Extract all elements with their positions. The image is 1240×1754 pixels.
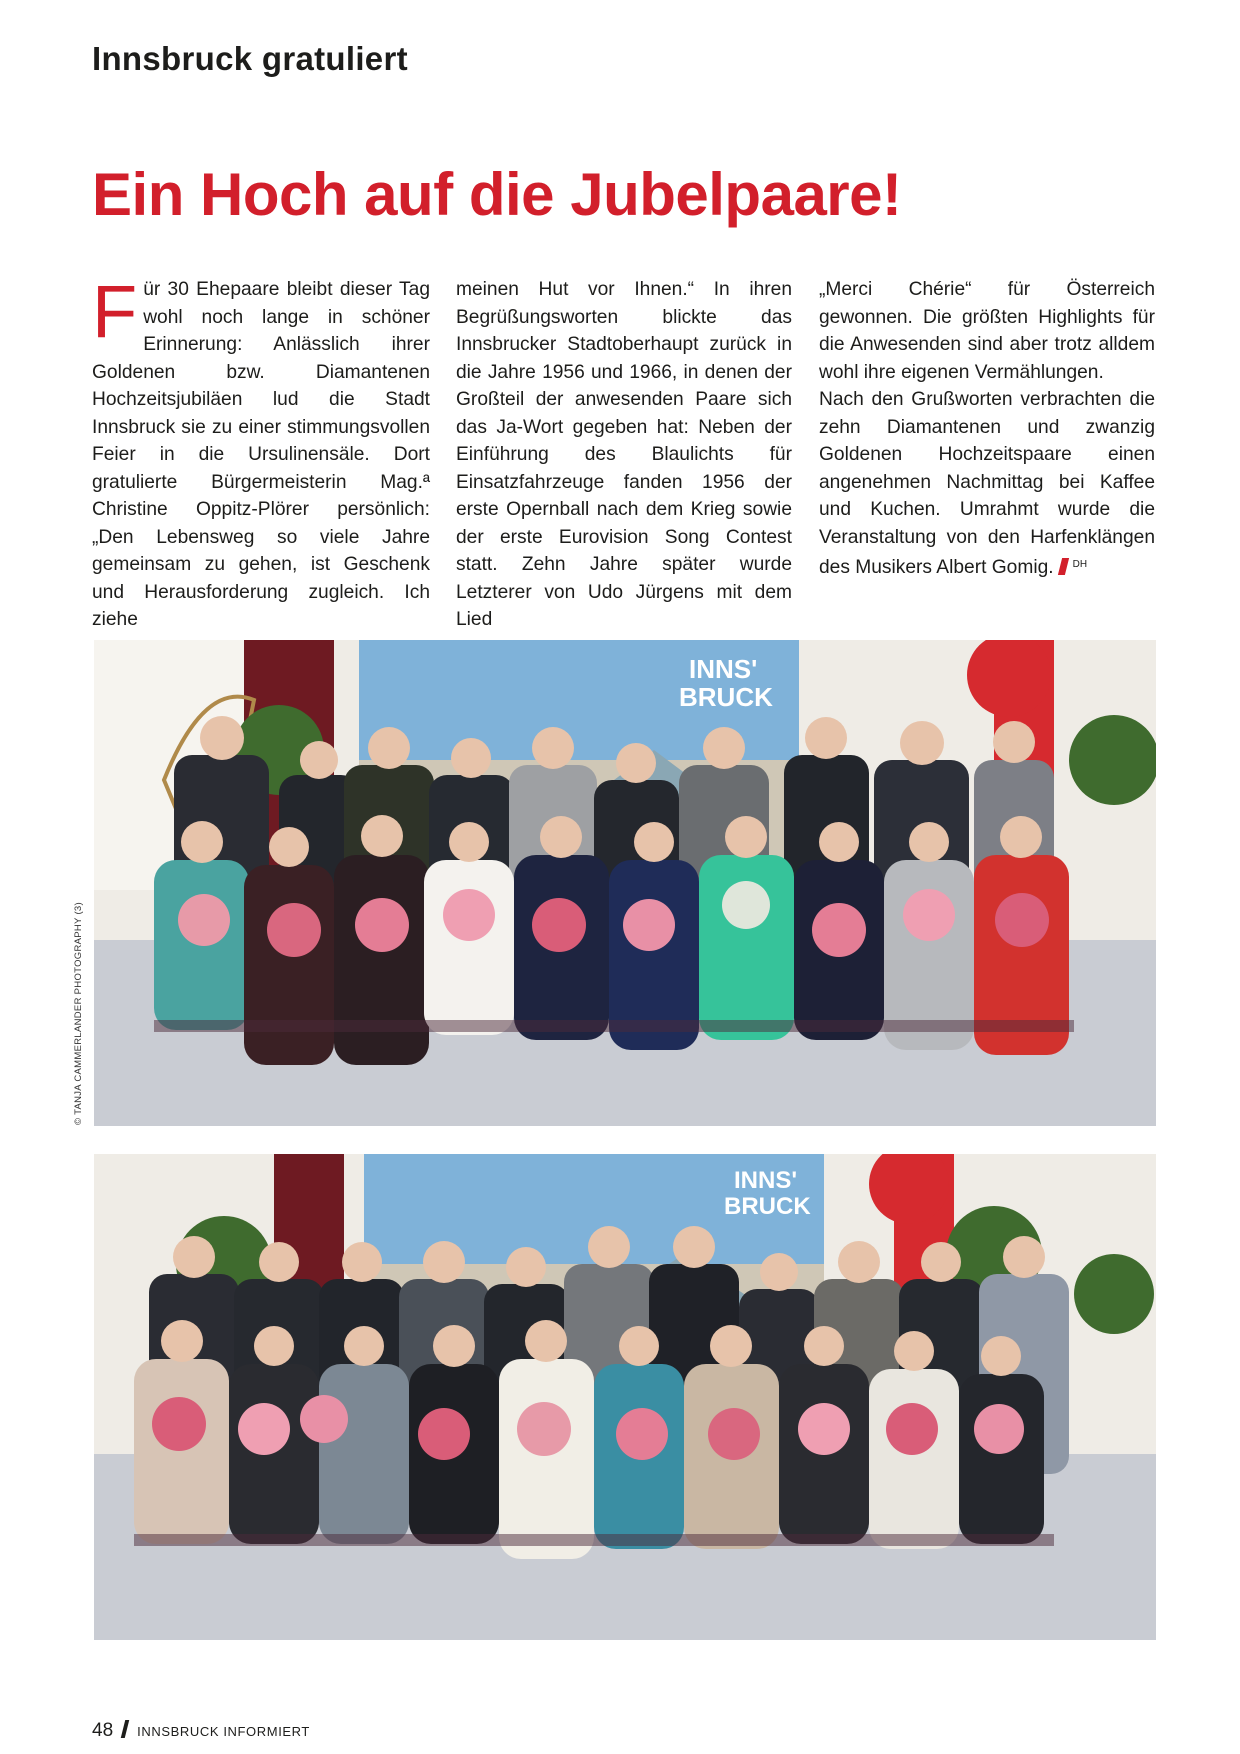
group-photo-2: [94, 1154, 1156, 1640]
section-label: Innsbruck gratuliert: [92, 40, 408, 77]
article-column-1: [92, 270, 430, 634]
footer-slash-icon: [121, 1720, 129, 1738]
end-mark-icon: [1057, 558, 1068, 575]
backdrop-logo-2-line-1: INNS': [734, 1167, 798, 1194]
article-headline: Ein Hoch auf die Jubelpaare!: [92, 161, 902, 228]
column-1-text: ür 30 Ehepaare bleibt dieser Tag wohl noch lange in schöner Erinnerung: Anlässlich ihrer Goldenen bzw. Diamantenen Hochzeitsjubiläen lud die Stadt Innsbruck sie zu einer stimmungsvollen Feier in die Ursulinensäle. Dort gratulierte Bürgermeisterin Mag.ª Christine Oppitz-Plörer persönlich: „Den Lebensweg so viele Jahre gemeinsam zu gehen, ist Geschenk und Herausforderung zugleich. Ich ziehe: [92, 279, 430, 630]
column-3-paragraph-1: „Merci Chérie“ für Österreich gewonnen. Die größten Highlights für die Anwesenden sind aber trotz alldem wohl ihre eigenen Vermählungen.: [819, 279, 1155, 383]
group-photo-1: [94, 640, 1156, 1126]
backdrop-logo-line-2: BRUCK: [679, 682, 773, 712]
column-3-paragraph-2: Nach den Grußworten verbrachten die zehn Diamantenen und zwanzig Goldenen Hochzeitspaare einen angenehmen Nachmittag bei Kaffee und Kuchen. Umrahmt wurde die Veranstaltung von den Harfenklängen des Musikers Albert Gomig.: [819, 389, 1155, 578]
article-column-2: [456, 276, 792, 634]
column-2-text: meinen Hut vor Ihnen.“ In ihren Begrüßungsworten blickte das Innsbrucker Stadtoberhaupt zurück in die Jahre 1956 und 1966, in denen der Großteil der anwesenden Paare sich das Ja-Wort gegeben hat: Neben der Einführung des Blaulichts für Einsatzfahrzeuge fanden 1956 der erste Opernball nach dem Krieg sowie der erste Eurovision Song Contest statt. Zehn Jahre später wurde Letzterer von Udo Jürgens mit dem Lied: [456, 279, 792, 630]
backdrop-logo-2-line-2: BRUCK: [724, 1193, 811, 1220]
dropcap: F: [92, 270, 138, 353]
author-initials: DH: [1072, 559, 1088, 570]
article-column-3: [819, 276, 1155, 582]
photo-credit: © TANJA CAMMERLANDER PHOTOGRAPHY (3): [73, 902, 84, 1125]
page-number: 48: [92, 1720, 114, 1741]
backdrop-logo-line-1: INNS': [689, 654, 758, 684]
page-footer: [92, 1720, 310, 1742]
publication-name: INNSBRUCK INFORMIERT: [137, 1724, 310, 1739]
